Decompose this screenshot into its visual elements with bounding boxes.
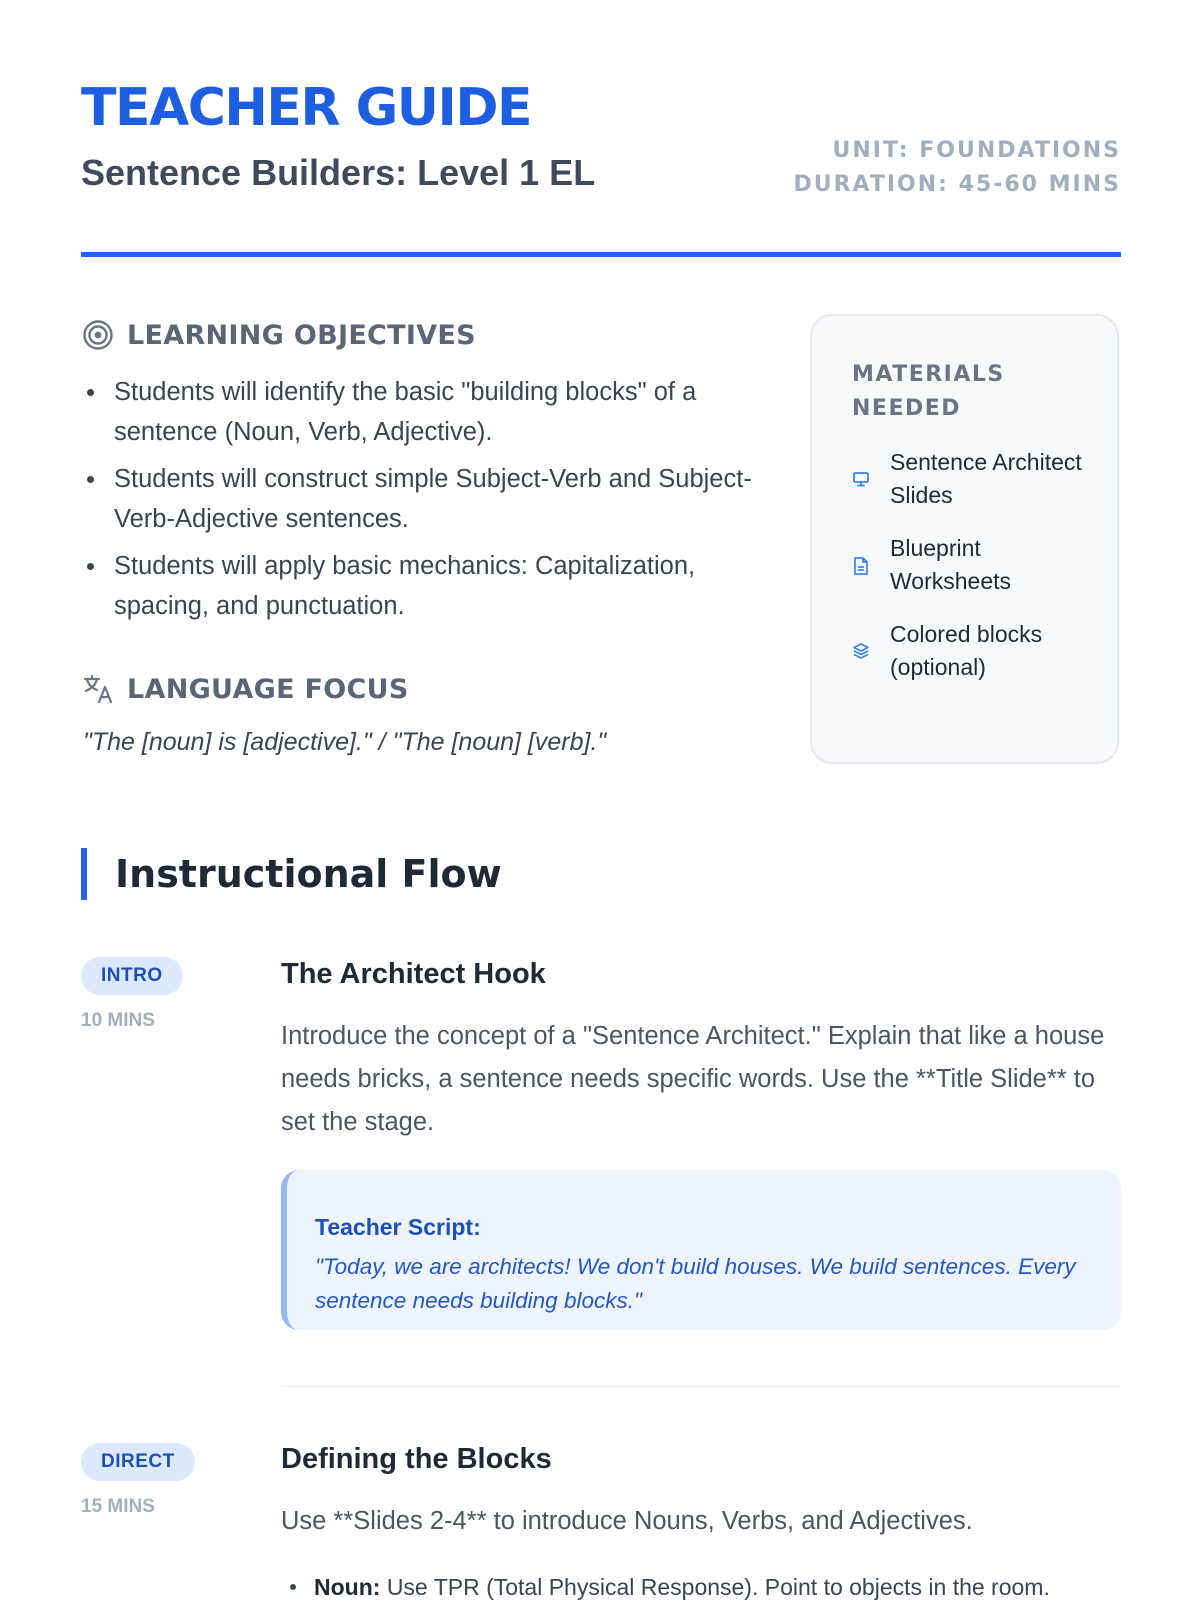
block-definitions-list	[281, 1570, 1121, 1604]
material-label: Colored blocks (optional)	[890, 621, 1043, 680]
translate-icon	[81, 672, 115, 706]
term-text: Use TPR (Total Physical Response). Point to objects in the room.	[386, 1574, 1050, 1600]
page-subtitle: Sentence Builders: Level 1 EL	[81, 152, 596, 193]
materials-card	[810, 314, 1119, 764]
materials-heading: MATERIALS NEEDED	[852, 362, 1005, 421]
step-duration: 10 MINS	[81, 1010, 155, 1031]
teacher-script-callout	[281, 1170, 1121, 1330]
list-item: Students will apply basic mechanics: Capitalization, spacing, and punctuation.	[81, 546, 771, 626]
material-item	[852, 618, 1090, 684]
duration-label: DURATION: 45-60 MINS	[793, 172, 1121, 197]
step-duration: 15 MINS	[81, 1496, 155, 1517]
header-divider	[81, 252, 1121, 257]
objectives-heading-text: LEARNING OBJECTIVES	[127, 319, 476, 351]
layers-icon	[852, 642, 870, 660]
document-icon	[852, 556, 870, 574]
step-description: Introduce the concept of a "Sentence Architect." Explain that like a house needs bricks, a sentence needs specific words. Use the **Title Slide** to set the stage.	[281, 1022, 1105, 1136]
language-focus-frame: "The [noun] is [adjective]." / "The [noun] [verb]."	[83, 728, 607, 756]
material-label: Blueprint Worksheets	[890, 535, 1012, 594]
lesson-meta	[793, 134, 1121, 202]
material-label: Sentence Architect Slides	[890, 449, 1082, 508]
language-focus-heading	[81, 672, 409, 706]
page-title: TEACHER GUIDE	[81, 78, 532, 138]
step-description: Use **Slides 2-4** to introduce Nouns, Verbs, and Adjectives.	[281, 1507, 973, 1535]
script-text: "Today, we are architects! We don't build houses. We build sentences. Every sentence needs building blocks."	[315, 1254, 1076, 1313]
unit-label: UNIT: FOUNDATIONS	[832, 138, 1121, 163]
step-title: The Architect Hook	[281, 958, 546, 990]
step-badge-direct: DIRECT	[81, 1443, 195, 1481]
target-icon	[81, 318, 115, 352]
monitor-icon	[852, 470, 870, 488]
term-label: Noun:	[314, 1574, 381, 1600]
material-item	[852, 532, 1050, 598]
list-item	[281, 1570, 1121, 1604]
list-item: Students will construct simple Subject-Verb and Subject-Verb-Adjective sentences.	[81, 459, 771, 539]
instructional-flow-heading: Instructional Flow	[81, 848, 502, 900]
step-divider	[281, 1386, 1121, 1387]
step-title: Defining the Blocks	[281, 1443, 552, 1475]
objectives-heading	[81, 318, 476, 352]
material-item	[852, 446, 1090, 512]
objectives-list	[81, 372, 771, 633]
list-item: Students will identify the basic "building blocks" of a sentence (Noun, Verb, Adjective).	[81, 372, 771, 452]
step-badge-intro: INTRO	[81, 957, 183, 995]
language-focus-heading-text: LANGUAGE FOCUS	[127, 673, 409, 705]
script-label: Teacher Script:	[315, 1214, 481, 1240]
